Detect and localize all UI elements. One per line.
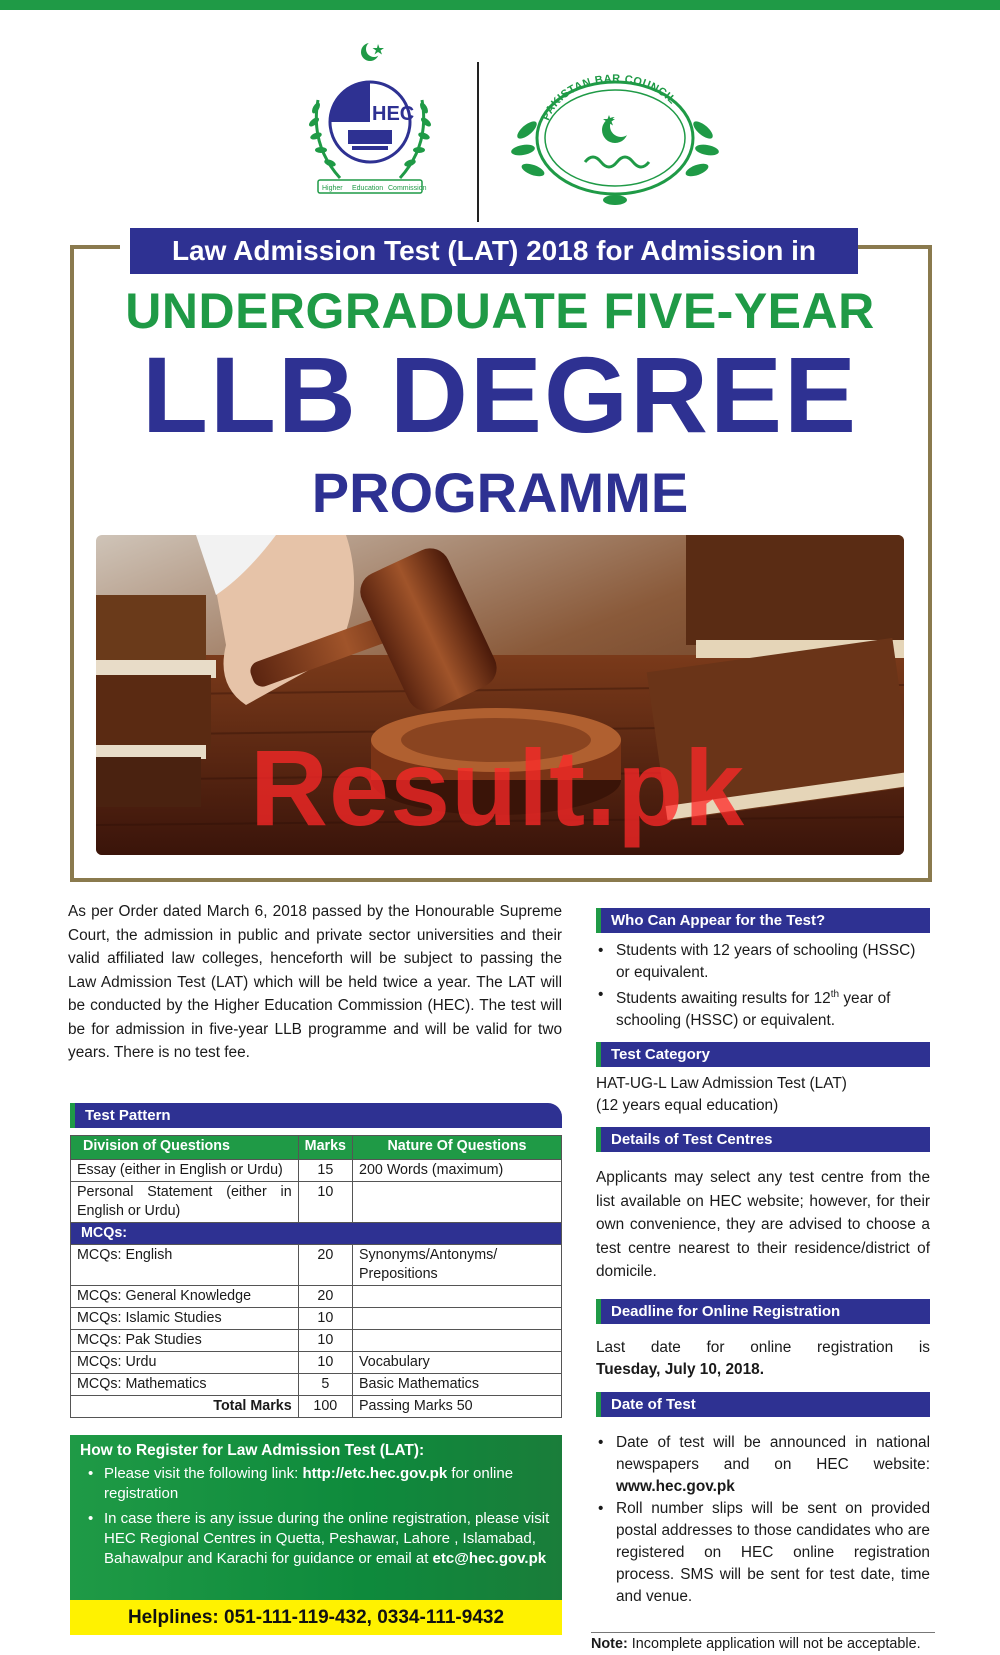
- cell-division: MCQs: General Knowledge: [71, 1286, 299, 1308]
- heading-undergraduate: UNDERGRADUATE FIVE-YEAR: [125, 283, 875, 339]
- hec-ribbon-higher: Higher: [322, 185, 343, 192]
- deadline-heading: Deadline for Online Registration: [596, 1299, 930, 1324]
- list-item: [596, 984, 930, 1032]
- test-category-heading: Test Category: [596, 1042, 930, 1067]
- note-text: Incomplete application will not be acceptable.: [627, 1636, 921, 1652]
- cell-division: MCQs: Mathematics: [71, 1374, 299, 1396]
- table-row: [71, 1374, 562, 1396]
- how-to-register-title: How to Register for Law Admission Test (LAT):: [80, 1442, 425, 1459]
- cell-nature: [353, 1308, 562, 1330]
- table-row: [71, 1308, 562, 1330]
- col-nature: Nature Of Questions: [353, 1136, 562, 1160]
- date-text: Date of test will be announced in national newspapers and on HEC website:: [616, 1434, 930, 1473]
- register-text: In case there is any issue during the online registration, please visit HEC Regional Centres in Quetta, Peshawar, Lahore , Islamabad, Bahawalpur and Karachi for guidance or email at: [104, 1510, 550, 1567]
- passing-marks: Passing Marks 50: [353, 1396, 562, 1418]
- helplines-bar: Helplines: 051-111-119-432, 0334-111-9432: [70, 1600, 562, 1635]
- hec-website-link[interactable]: www.hec.gov.pk: [616, 1478, 735, 1495]
- table-row: [71, 1352, 562, 1374]
- intro-paragraph: As per Order dated March 6, 2018 passed by the Honourable Supreme Court, the admission in public and private sector universities and their valid affiliated law colleges, henceforth will be subject to passing the Law Admission Test (LAT) which will be held twice a year. The LAT will be conducted by the Higher Education Commission (HEC). The test will be for admission in five-year LLB programme and will be valid for two years. There is no test fee.: [68, 903, 562, 1061]
- cell-marks: 10: [298, 1352, 352, 1374]
- who-can-appear-heading: Who Can Appear for the Test?: [596, 908, 930, 933]
- superscript: th: [830, 989, 840, 1000]
- list-item: • Roll number slips will be sent on provided postal addresses to those candidates who are registered on HEC online registration process. SMS will be sent for test date, time and venue.: [596, 1498, 930, 1608]
- cell-nature: Vocabulary: [353, 1352, 562, 1374]
- total-row: [71, 1396, 562, 1418]
- cell-marks: 10: [298, 1308, 352, 1330]
- hec-ribbon-commission: Commission: [388, 185, 427, 192]
- test-centres-text: Applicants may select any test centre from the list available on HEC website; however, for their own convenience, they are advised to choose a test centre nearest to their residence/district of domicile.: [596, 1169, 930, 1280]
- test-category-text: [596, 1073, 930, 1117]
- cell-nature: Synonyms/Antonyms/ Prepositions: [353, 1245, 562, 1286]
- register-text: Please visit the following link:: [104, 1465, 303, 1482]
- deadline-text: Last date for online registration is: [596, 1339, 930, 1356]
- col-marks: Marks: [298, 1136, 352, 1160]
- cell-marks: 15: [298, 1160, 352, 1182]
- cell-marks: 10: [298, 1330, 352, 1352]
- heading-llb-degree: LLB DEGREE: [141, 334, 859, 455]
- appear-text: Students awaiting results for 12: [616, 990, 831, 1008]
- hec-ribbon-education: Education: [352, 185, 384, 192]
- appear-text: year of schooling (HSSC) or equivalent.: [616, 990, 891, 1030]
- cell-division: MCQs: English: [71, 1245, 299, 1286]
- hec-logo-text: HEC: [372, 103, 415, 125]
- list-item: [80, 1464, 552, 1504]
- test-centres-heading: Details of Test Centres: [596, 1127, 930, 1152]
- cell-nature: [353, 1330, 562, 1352]
- cell-division: MCQs: Islamic Studies: [71, 1308, 299, 1330]
- date-of-test-list: [596, 1432, 930, 1608]
- note: [591, 1632, 935, 1652]
- hec-logo: [300, 40, 440, 200]
- watermark: Result.pk: [250, 727, 746, 848]
- cell-nature: Basic Mathematics: [353, 1374, 562, 1396]
- mcq-label: MCQs:: [71, 1223, 562, 1245]
- who-can-appear-list: [596, 940, 930, 1032]
- list-item: [596, 1432, 930, 1498]
- table-row: [71, 1286, 562, 1308]
- list-item: • Students with 12 years of schooling (HSSC) or equivalent.: [596, 940, 930, 984]
- cell-division: MCQs: Pak Studies: [71, 1330, 299, 1352]
- top-green-bar: [0, 0, 1000, 10]
- total-label: Total Marks: [71, 1396, 299, 1418]
- how-to-register-box: [70, 1435, 562, 1600]
- register-text: for online registration: [104, 1465, 514, 1502]
- pbc-logo-text: PAKISTAN BAR COUNCIL: [540, 72, 679, 123]
- list-item: [80, 1509, 552, 1569]
- note-label: Note:: [591, 1636, 628, 1652]
- table-row: [71, 1330, 562, 1352]
- how-to-register-list: [80, 1464, 552, 1569]
- cell-division: Essay (either in English or Urdu): [71, 1160, 299, 1182]
- pakistan-bar-council-logo: [505, 60, 725, 210]
- test-pattern-heading: Test Pattern: [70, 1103, 562, 1128]
- test-category-line1: HAT-UG-L Law Admission Test (LAT): [596, 1075, 847, 1092]
- cell-marks: 5: [298, 1374, 352, 1396]
- test-pattern-table: [70, 1135, 562, 1418]
- heading-programme: PROGRAMME: [311, 461, 689, 524]
- cell-nature: [353, 1182, 562, 1223]
- email-link[interactable]: etc@hec.gov.pk: [432, 1550, 547, 1567]
- deadline-text-block: [596, 1337, 930, 1381]
- mcq-section-row: [71, 1223, 562, 1245]
- cell-marks: 20: [298, 1245, 352, 1286]
- registration-link[interactable]: http://etc.hec.gov.pk: [302, 1465, 448, 1482]
- date-of-test-heading: Date of Test: [596, 1392, 930, 1417]
- cell-nature: 200 Words (maximum): [353, 1160, 562, 1182]
- table-row: [71, 1182, 562, 1223]
- cell-nature: [353, 1286, 562, 1308]
- cell-marks: 20: [298, 1286, 352, 1308]
- table-row: [71, 1245, 562, 1286]
- col-division: Division of Questions: [71, 1136, 299, 1160]
- total-marks: 100: [298, 1396, 352, 1418]
- test-category-line2: (12 years equal education): [596, 1097, 779, 1114]
- cell-division: Personal Statement (either in English or Urdu): [71, 1182, 299, 1223]
- cell-division: MCQs: Urdu: [71, 1352, 299, 1374]
- logo-divider: [477, 62, 479, 222]
- table-header-row: [71, 1136, 562, 1160]
- logo-row: [0, 40, 1000, 200]
- cell-marks: 10: [298, 1182, 352, 1223]
- deadline-date: Tuesday, July 10, 2018.: [596, 1361, 764, 1378]
- admission-banner: Law Admission Test (LAT) 2018 for Admission in: [130, 228, 858, 274]
- table-row: [71, 1160, 562, 1182]
